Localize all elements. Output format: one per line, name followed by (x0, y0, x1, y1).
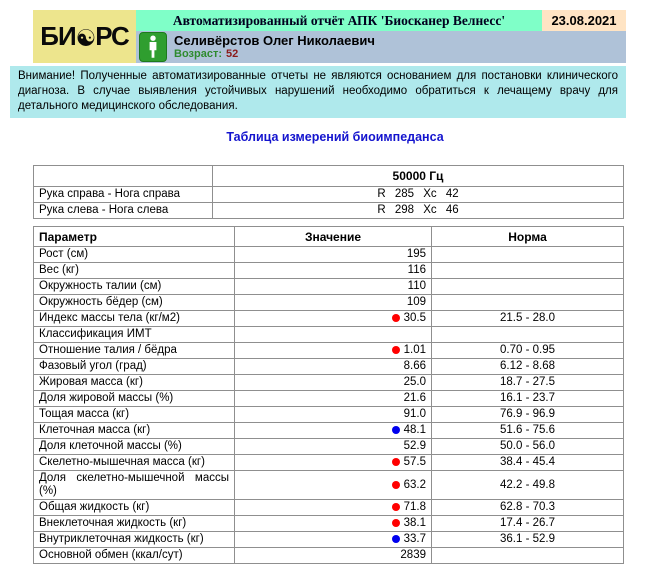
value-text: 1.01 (403, 344, 426, 356)
param-norm (432, 327, 624, 343)
table-row (34, 548, 624, 564)
value-text: 195 (406, 248, 426, 260)
red-marker-icon (392, 314, 400, 322)
value-text: 48.1 (403, 424, 426, 436)
param-norm: 17.4 - 26.7 (432, 516, 624, 532)
param-label: Рост (см) (34, 247, 235, 263)
value-text: 52.9 (403, 440, 426, 452)
table-row (34, 327, 624, 343)
value-text: 57.5 (403, 456, 426, 468)
param-norm (432, 548, 624, 564)
value-text: 110 (407, 280, 426, 292)
segment-label: Рука справа - Нога справа (34, 187, 213, 203)
value-text: 30.5 (403, 312, 426, 324)
param-value (235, 247, 432, 263)
table-row (34, 455, 624, 471)
param-label: Классификация ИМТ (34, 327, 235, 343)
param-value (235, 455, 432, 471)
red-marker-icon (392, 519, 400, 527)
param-value (235, 311, 432, 327)
param-label: Окружность талии (см) (34, 279, 235, 295)
table-row (34, 500, 624, 516)
frequency-header: 50000 Гц (213, 166, 624, 187)
param-norm (432, 263, 624, 279)
param-norm: 16.1 - 23.7 (432, 391, 624, 407)
param-label: Доля жировой массы (%) (34, 391, 235, 407)
param-norm: 51.6 - 75.6 (432, 423, 624, 439)
param-label: Тощая масса (кг) (34, 407, 235, 423)
red-marker-icon (392, 346, 400, 354)
param-norm: 18.7 - 27.5 (432, 375, 624, 391)
patient-name: Селивёрстов Олег Николаевич (174, 33, 375, 48)
param-label: Доля скелетно-мышечной массы (%) (34, 471, 235, 500)
column-header-parameter: Параметр (34, 227, 235, 247)
param-value (235, 391, 432, 407)
column-header-norm: Норма (432, 227, 624, 247)
param-value (235, 407, 432, 423)
report-title: Автоматизированный отчёт АПК 'Биосканер Велнесс' (136, 10, 542, 31)
segment-value: R 298 Xc 46 (213, 203, 624, 219)
table-row (34, 247, 624, 263)
value-text: 63.2 (403, 478, 426, 491)
column-header-value: Значение (235, 227, 432, 247)
table-row (34, 407, 624, 423)
param-value (235, 532, 432, 548)
param-value (235, 423, 432, 439)
red-marker-icon (392, 458, 400, 466)
disclaimer-notice: Внимание! Полученные автоматизированные отчеты не являются основанием для постановки клинического диагноза. В случае выявления устойчивых нарушений необходимо обратиться к лечащему врачу для детального медицинского обследования. (10, 66, 626, 118)
param-label: Фазовый угол (град) (34, 359, 235, 375)
param-norm: 42.2 - 49.8 (432, 471, 624, 500)
param-label: Отношение талия / бёдра (34, 343, 235, 359)
table-row (34, 532, 624, 548)
age-label: Возраст: (174, 48, 222, 60)
blue-marker-icon (392, 535, 400, 543)
measurements-table (33, 226, 624, 564)
table-row (34, 439, 624, 455)
param-label: Скелетно-мышечная масса (кг) (34, 455, 235, 471)
value-text: 2839 (400, 549, 426, 561)
param-value (235, 500, 432, 516)
logo-text-right: РС (95, 21, 129, 51)
report-header (33, 10, 626, 63)
param-norm: 6.12 - 8.68 (432, 359, 624, 375)
value-text: 8.66 (403, 360, 426, 372)
param-label: Доля клеточной массы (%) (34, 439, 235, 455)
param-label: Общая жидкость (кг) (34, 500, 235, 516)
param-value (235, 295, 432, 311)
param-value (235, 263, 432, 279)
value-text: 21.6 (403, 392, 426, 404)
param-value (235, 279, 432, 295)
segment-label: Рука слева - Нога слева (34, 203, 213, 219)
patient-text (174, 33, 375, 61)
impedance-table (33, 165, 624, 219)
param-label: Внутриклеточная жидкость (кг) (34, 532, 235, 548)
report-date: 23.08.2021 (542, 10, 626, 31)
value-text: 38.1 (403, 517, 426, 529)
blue-marker-icon (392, 426, 400, 434)
param-value (235, 548, 432, 564)
param-norm: 76.9 - 96.9 (432, 407, 624, 423)
value-text: 33.7 (403, 533, 426, 545)
table-row (34, 311, 624, 327)
table-header-row (34, 166, 624, 187)
param-norm: 38.4 - 45.4 (432, 455, 624, 471)
table-row (34, 263, 624, 279)
yin-yang-icon: ☯ (75, 26, 96, 52)
value-text: 25.0 (403, 376, 426, 388)
param-norm (432, 247, 624, 263)
table-row (34, 203, 624, 219)
age-value: 52 (226, 48, 239, 60)
table-row (34, 295, 624, 311)
param-value (235, 343, 432, 359)
param-value (235, 471, 432, 500)
section-title: Таблица измерений биоимпеданса (226, 130, 444, 144)
value-text: 91.0 (403, 408, 426, 420)
header-top-bar (136, 10, 626, 31)
header-right (136, 10, 626, 63)
table-row (34, 187, 624, 203)
param-value (235, 516, 432, 532)
param-value (235, 359, 432, 375)
param-norm (432, 295, 624, 311)
empty-header-cell (34, 166, 213, 187)
table-row (34, 516, 624, 532)
param-label: Индекс массы тела (кг/м2) (34, 311, 235, 327)
param-norm: 0.70 - 0.95 (432, 343, 624, 359)
param-label: Основной обмен (ккал/сут) (34, 548, 235, 564)
red-marker-icon (392, 481, 400, 489)
param-value (235, 375, 432, 391)
patient-age (174, 48, 375, 61)
param-norm: 62.8 - 70.3 (432, 500, 624, 516)
biors-logo-text (40, 21, 128, 52)
param-label: Жировая масса (кг) (34, 375, 235, 391)
segment-value: R 285 Xc 42 (213, 187, 624, 203)
table-row (34, 391, 624, 407)
table-header-row (34, 227, 624, 247)
param-norm: 50.0 - 56.0 (432, 439, 624, 455)
param-norm (432, 279, 624, 295)
value-text: 109 (406, 296, 426, 308)
param-label: Вес (кг) (34, 263, 235, 279)
biors-logo (33, 10, 136, 63)
table-row (34, 359, 624, 375)
table-row (34, 279, 624, 295)
value-text: 116 (407, 264, 426, 276)
param-norm: 36.1 - 52.9 (432, 532, 624, 548)
table-row (34, 423, 624, 439)
param-value (235, 327, 432, 343)
table-row (34, 375, 624, 391)
value-text: 71.8 (403, 501, 426, 513)
red-marker-icon (392, 503, 400, 511)
logo-text-left: БИ (40, 21, 76, 51)
param-label: Клеточная масса (кг) (34, 423, 235, 439)
param-norm: 21.5 - 28.0 (432, 311, 624, 327)
patient-strip (136, 31, 626, 63)
table-row (34, 471, 624, 500)
param-label: Внеклеточная жидкость (кг) (34, 516, 235, 532)
param-label: Окружность бёдер (см) (34, 295, 235, 311)
table-row (34, 343, 624, 359)
male-person-icon (139, 32, 167, 62)
param-value (235, 439, 432, 455)
